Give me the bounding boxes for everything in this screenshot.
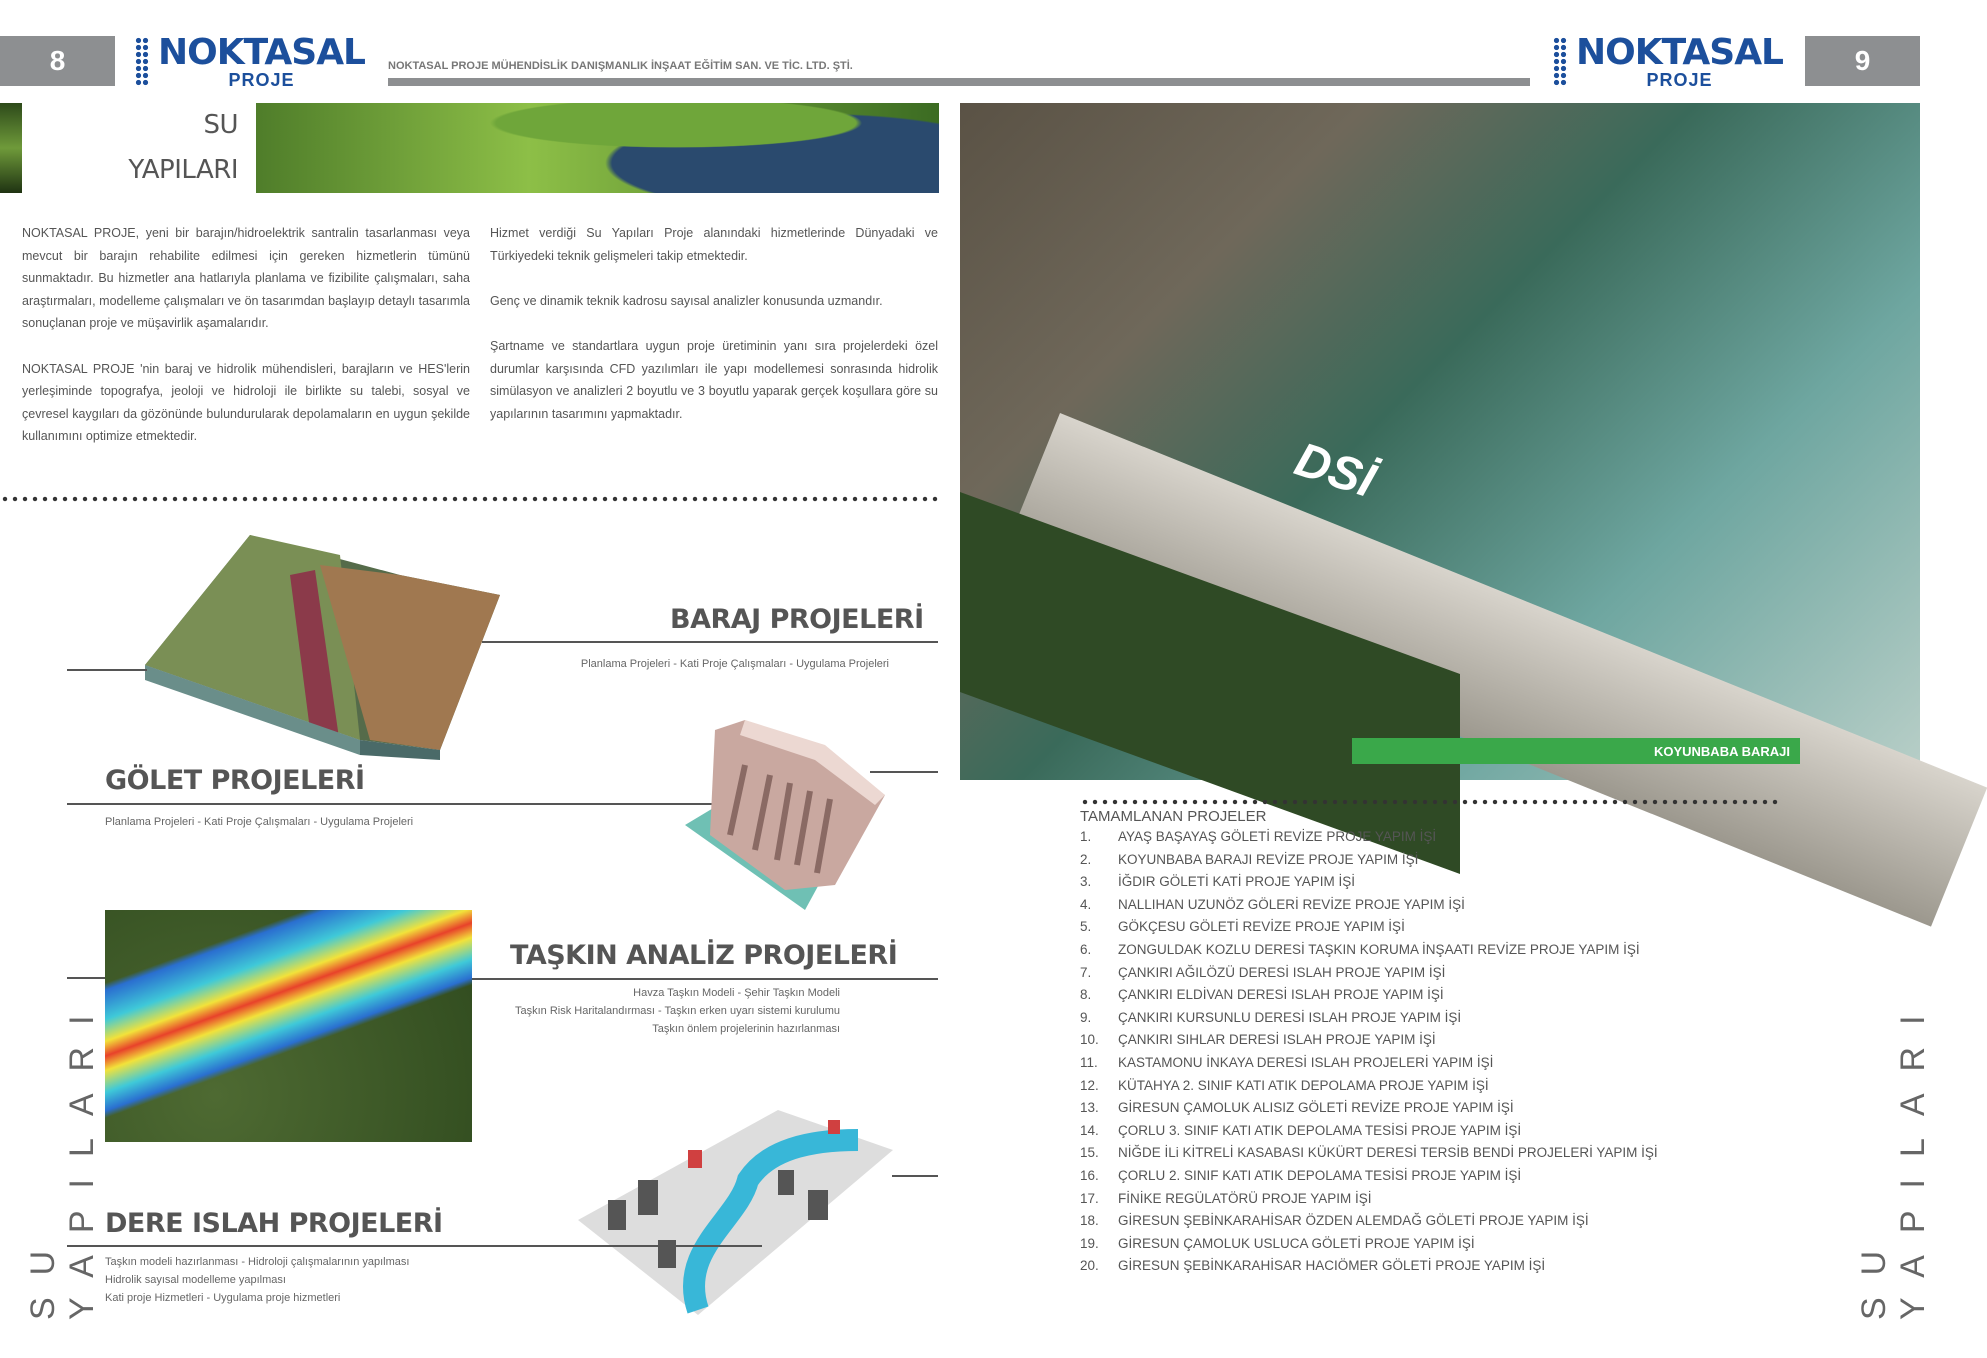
logo-dots-icon: [135, 37, 150, 87]
section-underline: [67, 803, 712, 805]
project-item: [1080, 1078, 1658, 1101]
project-name: NALLIHAN UZUNÖZ GÖLERİ REVİZE PROJE YAPIM İŞİ: [1118, 896, 1465, 912]
project-number: 5.: [1080, 919, 1092, 935]
photo-caption: KOYUNBABA BARAJI: [1352, 738, 1800, 764]
project-number: 18.: [1080, 1213, 1099, 1229]
section-underline: [482, 641, 938, 643]
dere-title: DERE ISLAH PROJELERİ: [105, 1208, 443, 1239]
project-number: 20.: [1080, 1258, 1099, 1274]
company-logo-right: [1553, 32, 1783, 90]
logo-dots-icon: [1553, 37, 1568, 87]
project-number: 15.: [1080, 1145, 1099, 1161]
page-number-left: 8: [0, 36, 115, 86]
project-name: GİRESUN ÇAMOLUK ALISIZ GÖLETİ REVİZE PROJE YAPIM İŞİ: [1118, 1100, 1514, 1116]
project-item: [1080, 1100, 1658, 1123]
project-item: [1080, 1055, 1658, 1078]
projects-title: TAMAMLANAN PROJELER: [1080, 808, 1267, 825]
completed-projects-list: [1080, 808, 1658, 1281]
city-river-model-image: [578, 1110, 893, 1315]
baraj-subtitle: Planlama Projeleri - Kati Proje Çalışmaları - Uygulama Projeleri: [580, 658, 889, 670]
project-item: [1080, 1258, 1658, 1281]
project-name: NİĞDE İLi KİTRELİ KASABASI KÜKÜRT DERESİ TERSİB BENDİ PROJELERİ YAPIM İŞİ: [1118, 1145, 1658, 1161]
project-number: 10.: [1080, 1032, 1099, 1048]
project-item: [1080, 1032, 1658, 1055]
project-name: ZONGULDAK KOZLU DERESİ TAŞKIN KORUMA İNŞAATI REVİZE PROJE YAPIM İŞİ: [1118, 941, 1640, 957]
golet-title: GÖLET PROJELERİ: [105, 765, 365, 796]
connector-line: [892, 1175, 938, 1177]
project-item: [1080, 987, 1658, 1010]
project-item: [1080, 897, 1658, 920]
intro-column-1: [22, 222, 470, 471]
terrain-3d-model-image: [140, 515, 505, 755]
connector-line: [870, 771, 938, 773]
company-logo-left: [135, 32, 365, 90]
project-name: ÇANKIRI SIHLAR DERESİ ISLAH PROJE YAPIM İŞİ: [1118, 1032, 1436, 1048]
project-number: 8.: [1080, 987, 1092, 1003]
project-item: [1080, 874, 1658, 897]
project-number: 12.: [1080, 1077, 1099, 1093]
project-item: [1080, 1236, 1658, 1259]
banner-title-line1: SU: [203, 110, 238, 140]
project-item: [1080, 965, 1658, 988]
connector-line: [67, 669, 147, 671]
project-number: 9.: [1080, 1009, 1092, 1025]
taskin-subtitle: Taşkın Risk Haritalandırması - Taşkın erken uyarı sistemi kurulumu: [514, 1005, 840, 1017]
project-item: [1080, 1191, 1658, 1214]
intro-paragraph: NOKTASAL PROJE 'nin baraj ve hidrolik mühendisleri, barajların ve HES'lerin yerleşiminde topografya, jeoloji ve hidroloji ile birlikte su talebi, sosyal ve çevresel kaygıları da gözönünde bulundurularak depolamaların en uygun şekilde kullanımını optimize etmektedir.: [22, 361, 470, 444]
project-item: [1080, 942, 1658, 965]
project-name: İĞDIR GÖLETİ KATİ PROJE YAPIM İŞİ: [1118, 874, 1356, 890]
project-name: GİRESUN ÇAMOLUK USLUCA GÖLETİ PROJE YAPIM İŞİ: [1118, 1235, 1475, 1251]
project-number: 4.: [1080, 896, 1092, 912]
project-number: 11.: [1080, 1054, 1098, 1070]
project-name: GÖKÇESU GÖLETİ REVİZE PROJE YAPIM İŞİ: [1118, 919, 1405, 935]
company-tagline: NOKTASAL PROJE MÜHENDİSLİK DANIŞMANLIK İNŞAAT EĞİTİM SAN. VE TİC. LTD. ŞTİ.: [388, 60, 853, 72]
project-name: GİRESUN ŞEBİNKARAHİSAR HACIÖMER GÖLETİ PROJE YAPIM İŞİ: [1118, 1258, 1546, 1274]
dsi-dam-lettering: DSİ: [1288, 432, 1382, 509]
project-name: ÇORLU 3. SINIF KATI ATIK DEPOLAMA TESİSİ PROJE YAPIM İŞİ: [1118, 1122, 1522, 1138]
section-underline: [472, 978, 938, 980]
logo-name: NOKTASAL: [158, 32, 365, 73]
dotted-divider: [0, 496, 940, 502]
project-name: AYAŞ BAŞAYAŞ GÖLETİ REVİZE PROJE YAPIM İŞİ: [1118, 829, 1437, 844]
project-number: 2.: [1080, 851, 1092, 867]
dotted-divider: [1080, 799, 1782, 805]
page-number-right: 9: [1805, 36, 1920, 86]
project-name: KÜTAHYA 2. SINIF KATI ATIK DEPOLAMA PROJE YAPIM İŞİ: [1118, 1077, 1489, 1093]
golet-subtitle: Planlama Projeleri - Kati Proje Çalışmaları - Uygulama Projeleri: [105, 816, 414, 828]
dere-subtitle: Kati proje Hizmetleri - Uygulama proje hizmetleri: [105, 1292, 341, 1304]
intro-paragraph: NOKTASAL PROJE, yeni bir barajın/hidroelektrik santralin tasarlanması veya mevcut bir barajın rehabilite edilmesi için gereken hizmetlerin tümünü sunmaktadır. Bu hizmetler ana hatlarıyla planlama ve fizibilite çalışmaları, saha araştırmaları, modelleme çalışmaları ve ön tasarımdan başlayıp detaylı tasarımla sonuçlanan proje ve müşavirlik aşamalarıdır.: [22, 226, 470, 331]
reservoir-banner-image: [256, 103, 939, 193]
project-item: [1080, 852, 1658, 875]
project-name: ÇANKIRI KURSUNLU DERESİ ISLAH PROJE YAPIM İŞİ: [1118, 1009, 1462, 1025]
baraj-title: BARAJ PROJELERİ: [670, 604, 924, 635]
dam-spillway-illustration: [685, 715, 895, 915]
project-number: 1.: [1080, 829, 1092, 844]
taskin-subtitle: Taşkın önlem projelerinin hazırlanması: [652, 1023, 840, 1035]
dere-subtitle-list: [105, 1253, 409, 1307]
project-number: 16.: [1080, 1167, 1099, 1183]
taskin-title: TAŞKIN ANALİZ PROJELERİ: [510, 940, 898, 971]
section-underline: [67, 1245, 762, 1247]
flood-analysis-image: [105, 910, 472, 1142]
project-number: 13.: [1080, 1100, 1099, 1116]
project-number: 19.: [1080, 1235, 1099, 1251]
project-item: [1080, 1168, 1658, 1191]
intro-paragraph: Hizmet verdiği Su Yapıları Proje alanındaki hizmetlerinde Dünyadaki ve Türkiyedeki teknik gelişmeleri takip etmektedir.: [490, 226, 938, 263]
project-name: KOYUNBABA BARAJI REVİZE PROJE YAPIM İŞİ: [1118, 851, 1419, 867]
project-item: [1080, 919, 1658, 942]
intro-paragraph: Şartname ve standartlara uygun proje üretiminin yanı sıra projelerdeki özel durumlar karşısında CFD yazılımları ile yapı modellemesi sonrasında hidrolik simülasyon ve analizleri 2 boyutlu ve 3 boyutlu yaparak gerçek koşullara göre su yapılarının tasarımını yapmaktadır.: [490, 338, 938, 421]
intro-paragraph: Genç ve dinamik teknik kadrosu sayısal analizler konusunda uzmandır.: [490, 293, 883, 308]
project-item: [1080, 1145, 1658, 1168]
project-item: [1080, 1213, 1658, 1236]
banner-title-line2: YAPILARI: [128, 155, 238, 185]
project-name: GİRESUN ŞEBİNKARAHİSAR ÖZDEN ALEMDAĞ GÖLETİ PROJE YAPIM İŞİ: [1118, 1213, 1589, 1229]
project-name: FİNİKE REGÜLATÖRÜ PROJE YAPIM İŞİ: [1118, 1190, 1372, 1206]
intro-column-2: [490, 222, 938, 448]
header-bar: [388, 78, 1530, 86]
project-item: [1080, 1123, 1658, 1146]
taskin-subtitle: Havza Taşkın Modeli - Şehir Taşkın Modeli: [633, 987, 840, 999]
project-number: 3.: [1080, 874, 1092, 890]
project-item: [1080, 829, 1658, 852]
project-number: 7.: [1080, 964, 1092, 980]
logo-sub: PROJE: [1646, 70, 1713, 90]
koyunbaba-dam-photo: [960, 103, 1920, 780]
logo-name: NOKTASAL: [1576, 32, 1783, 73]
dere-subtitle: Taşkın modeli hazırlanması - Hidroloji çalışmalarının yapılması: [105, 1256, 410, 1268]
project-name: ÇANKIRI AĞILÖZÜ DERESİ ISLAH PROJE YAPIM İŞİ: [1118, 964, 1446, 980]
side-label-left: SU YAPILARI: [24, 993, 101, 1320]
project-number: 17.: [1080, 1190, 1099, 1206]
project-name: ÇANKIRI ELDİVAN DERESİ ISLAH PROJE YAPIM İŞİ: [1118, 987, 1444, 1003]
side-label-right: SU YAPILARI: [1855, 993, 1932, 1320]
project-name: KASTAMONU İNKAYA DERESİ ISLAH PROJELERİ YAPIM İŞİ: [1118, 1054, 1494, 1070]
logo-sub: PROJE: [228, 70, 295, 90]
project-number: 14.: [1080, 1122, 1099, 1138]
project-name: ÇORLU 2. SINIF KATI ATIK DEPOLAMA TESİSİ PROJE YAPIM İŞİ: [1118, 1167, 1522, 1183]
taskin-subtitle-list: [515, 984, 840, 1038]
dere-subtitle: Hidrolik sayısal modelleme yapılması: [105, 1274, 286, 1286]
forest-strip-image: [0, 103, 22, 193]
project-number: 6.: [1080, 941, 1092, 957]
project-item: [1080, 1010, 1658, 1033]
